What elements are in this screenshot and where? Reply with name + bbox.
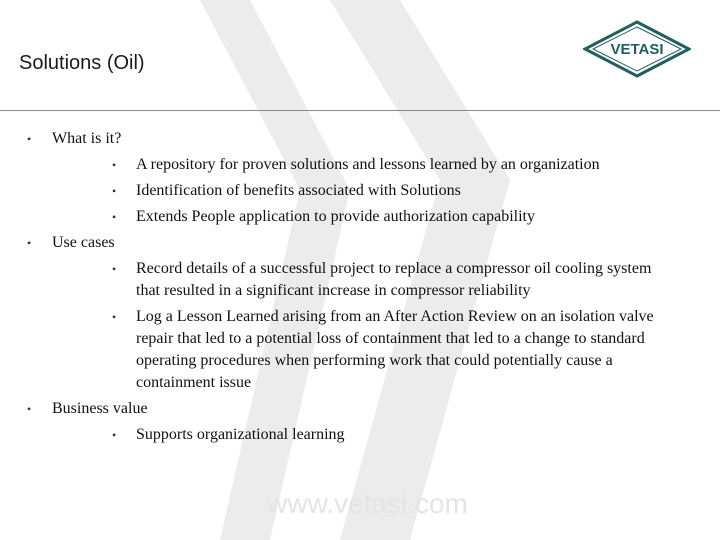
bullet-item-use-cases bbox=[0, 232, 720, 394]
bullet-text: Use cases bbox=[52, 234, 115, 251]
bullet-dot: • bbox=[27, 132, 32, 146]
sub-bullet-item bbox=[52, 206, 720, 228]
sub-bullet-item bbox=[52, 180, 720, 202]
sub-bullet-list bbox=[52, 258, 720, 394]
bullet-dot: • bbox=[112, 184, 117, 198]
sub-bullet-item bbox=[52, 424, 720, 446]
sub-bullet-text: Log a Lesson Learned arising from an After Action Review on an isolation valve repair that led to a potential loss of containment that led to a change to standard operating procedures when performing work that could potentially cause a containment issue bbox=[136, 308, 654, 391]
sub-bullet-text: Record details of a successful project to replace a compressor oil cooling system that resulted in a significant increase in compressor reliability bbox=[136, 260, 652, 299]
bullet-dot: • bbox=[112, 158, 117, 172]
logo-text: VETASI bbox=[610, 41, 664, 58]
slide-title: Solutions (Oil) bbox=[19, 52, 145, 74]
sub-bullet-text: A repository for proven solutions and lessons learned by an organization bbox=[136, 156, 600, 173]
watermark-url: www.vetasi.com bbox=[267, 488, 468, 519]
sub-bullet-text: Supports organizational learning bbox=[136, 426, 345, 443]
slide-header bbox=[0, 0, 720, 111]
sub-bullet-item bbox=[52, 258, 720, 302]
bullet-dot: • bbox=[112, 310, 117, 324]
bullet-text: Business value bbox=[52, 400, 148, 417]
sub-bullet-text: Identification of benefits associated with Solutions bbox=[136, 182, 461, 199]
bullet-dot: • bbox=[27, 236, 32, 250]
bullet-item-what-is-it bbox=[0, 128, 720, 228]
header-divider bbox=[0, 110, 720, 111]
sub-bullet-item bbox=[52, 306, 720, 394]
sub-bullet-item bbox=[52, 154, 720, 176]
bullet-dot: • bbox=[27, 402, 32, 416]
sub-bullet-list bbox=[52, 154, 720, 228]
bullet-dot: • bbox=[112, 428, 117, 442]
bullet-dot: • bbox=[112, 262, 117, 276]
bullet-list bbox=[0, 128, 720, 450]
bullet-text: What is it? bbox=[52, 130, 122, 147]
bullet-dot: • bbox=[112, 210, 117, 224]
vetasi-logo bbox=[583, 20, 691, 78]
sub-bullet-list bbox=[52, 424, 720, 446]
bullet-item-business-value bbox=[0, 398, 720, 446]
sub-bullet-text: Extends People application to provide authorization capability bbox=[136, 208, 535, 225]
